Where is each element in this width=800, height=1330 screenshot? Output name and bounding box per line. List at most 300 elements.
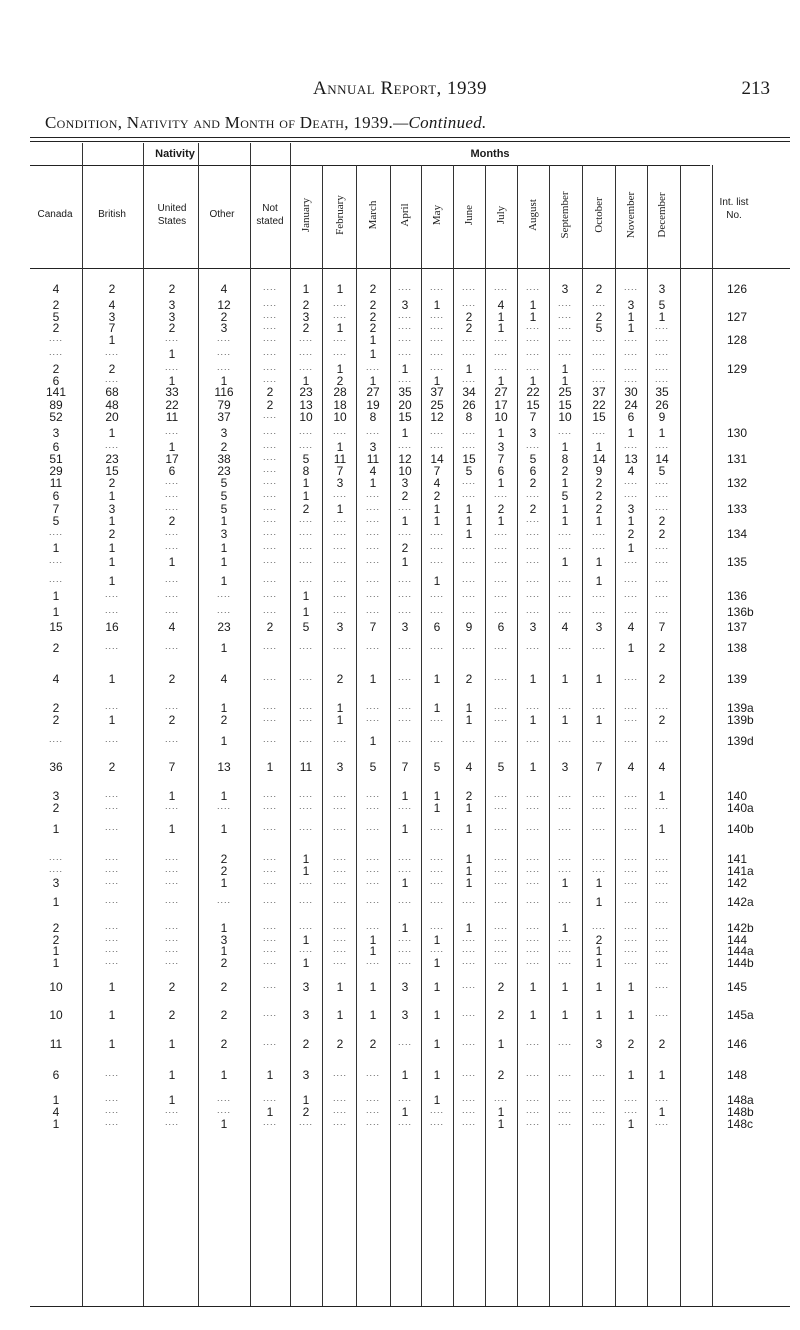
col-not-stated: Not stated (256, 203, 284, 227)
table-cell: .... (623, 956, 638, 966)
table-cell: 1 (302, 476, 310, 490)
table-cell: 1 (369, 347, 377, 361)
table-cell: 2 (52, 701, 60, 715)
table-cell: 1 (168, 374, 176, 388)
table-cell: 1 (220, 734, 228, 748)
table-cell: 1 (433, 514, 441, 528)
int-list-number: 130 (727, 426, 748, 440)
table-cell: .... (397, 589, 412, 599)
table-cell: .... (332, 555, 347, 565)
table-cell: 2 (658, 672, 666, 686)
table-cell: 2 (401, 489, 409, 503)
table-cell: 37 (592, 385, 606, 399)
table-cell: 2 (108, 362, 116, 376)
table-cell: .... (429, 822, 444, 832)
table-cell: .... (332, 574, 347, 584)
table-cell: .... (298, 921, 313, 931)
table-cell: 1 (658, 426, 666, 440)
table-cell: 1 (108, 1008, 116, 1022)
table-cell: .... (298, 555, 313, 565)
table-cell: 1 (595, 574, 603, 588)
table-cell: .... (332, 514, 347, 524)
table-cell: 2 (302, 502, 310, 516)
int-list-number: 137 (727, 620, 748, 634)
table-cell: 1 (220, 944, 228, 958)
table-cell: 3 (168, 298, 176, 312)
table-cell: 1 (220, 876, 228, 890)
table-cell: .... (298, 347, 313, 357)
table-cell: 2 (369, 282, 377, 296)
table-cell: .... (164, 933, 179, 943)
table-cell: 5 (369, 760, 377, 774)
table-cell: 15 (398, 410, 412, 424)
table-cell: .... (104, 822, 119, 832)
column-rule (198, 143, 199, 1306)
table-cell: .... (525, 801, 540, 811)
table-cell: .... (557, 589, 572, 599)
table-cell: .... (104, 605, 119, 615)
table-cell: .... (262, 956, 277, 966)
table-cell: 2 (220, 956, 228, 970)
table-cell: .... (654, 801, 669, 811)
table-cell: 2 (220, 440, 228, 454)
table-cell: 7 (433, 464, 441, 478)
table-cell: .... (461, 933, 476, 943)
table-cell: .... (654, 555, 669, 565)
table-cell: .... (623, 589, 638, 599)
table-cell: .... (623, 864, 638, 874)
table-cell: .... (332, 1117, 347, 1127)
table-cell: 7 (369, 620, 377, 634)
table-cell: .... (397, 1037, 412, 1047)
table-cell: 2 (108, 476, 116, 490)
table-cell: 2 (369, 1037, 377, 1051)
table-cell: 2 (52, 641, 60, 655)
table-cell: .... (104, 589, 119, 599)
table-cell: 6 (52, 489, 60, 503)
table-cell: 1 (108, 489, 116, 503)
table-cell: 3 (529, 620, 537, 634)
table-cell: 48 (105, 398, 119, 412)
table-cell: .... (525, 489, 540, 499)
table-cell: 1 (336, 980, 344, 994)
int-list-number: 148b (727, 1105, 754, 1119)
table-cell: 1 (433, 789, 441, 803)
table-cell: 52 (49, 410, 63, 424)
table-cell: .... (461, 1008, 476, 1018)
table-cell: .... (493, 527, 508, 537)
table-cell: .... (429, 944, 444, 954)
table-cell: 1 (561, 476, 569, 490)
table-cell: .... (397, 933, 412, 943)
table-cell: .... (397, 321, 412, 331)
table-cell: .... (623, 362, 638, 372)
table-cell: 10 (299, 410, 313, 424)
table-cell: .... (429, 321, 444, 331)
table-cell: .... (525, 541, 540, 551)
table-cell: .... (623, 921, 638, 931)
table-cell: .... (557, 541, 572, 551)
table-cell: .... (164, 801, 179, 811)
table-cell: 3 (595, 620, 603, 634)
table-cell: .... (591, 1117, 606, 1127)
table-cell: .... (164, 734, 179, 744)
table-cell: 1 (52, 1093, 60, 1107)
column-rule (143, 143, 144, 1306)
table-bottom-rule (30, 1306, 790, 1307)
table-cell: .... (493, 672, 508, 682)
table-cell: .... (298, 876, 313, 886)
table-cell: .... (461, 641, 476, 651)
table-cell: .... (654, 541, 669, 551)
table-cell: 3 (369, 440, 377, 454)
table-cell: .... (525, 701, 540, 711)
table-cell: 2 (658, 1037, 666, 1051)
table-cell: 6 (168, 464, 176, 478)
table-cell: .... (557, 298, 572, 308)
table-cell: 1 (529, 713, 537, 727)
table-cell: 3 (401, 476, 409, 490)
table-cell: 1 (220, 541, 228, 555)
table-cell: .... (429, 852, 444, 862)
table-cell: .... (461, 574, 476, 584)
table-cell: .... (298, 672, 313, 682)
int-list-number: 141 (727, 852, 748, 866)
table-cell: 1 (561, 440, 569, 454)
table-cell: .... (397, 701, 412, 711)
table-cell: 11 (299, 760, 313, 774)
table-cell: .... (298, 944, 313, 954)
table-cell: .... (397, 852, 412, 862)
table-cell: 1 (220, 1117, 228, 1131)
table-cell: 1 (220, 555, 228, 569)
table-cell: .... (493, 789, 508, 799)
table-cell: 10 (558, 410, 572, 424)
table-cell: .... (48, 347, 63, 357)
col-other: Other (209, 209, 235, 220)
table-cell: 4 (52, 672, 60, 686)
table-cell: 9 (658, 410, 666, 424)
table-cell: .... (493, 956, 508, 966)
table-cell: .... (493, 921, 508, 931)
table-cell: 7 (595, 760, 603, 774)
table-cell: 3 (302, 1068, 310, 1082)
table-cell: 11 (49, 476, 63, 490)
table-cell: 3 (52, 876, 60, 890)
table-cell: .... (623, 374, 638, 384)
table-cell: .... (365, 555, 380, 565)
table-cell: .... (104, 956, 119, 966)
table-cell: 1 (369, 1008, 377, 1022)
table-cell: 6 (497, 464, 505, 478)
table-cell: 1 (302, 933, 310, 947)
table-cell: 1 (369, 333, 377, 347)
table-cell: .... (262, 980, 277, 990)
table-cell: .... (591, 852, 606, 862)
table-cell: .... (365, 541, 380, 551)
int-list-number: 127 (727, 310, 748, 324)
table-cell: 1 (108, 1037, 116, 1051)
table-cell: .... (429, 555, 444, 565)
table-cell: .... (461, 956, 476, 966)
table-cell: .... (525, 574, 540, 584)
table-cell: .... (591, 333, 606, 343)
table-cell: 2 (497, 502, 505, 516)
table-cell: .... (525, 333, 540, 343)
table-cell: .... (654, 734, 669, 744)
table-cell: .... (216, 1105, 231, 1115)
table-cell: 5 (220, 489, 228, 503)
int-list-number: 135 (727, 555, 748, 569)
table-cell: 5 (658, 464, 666, 478)
table-cell: 1 (336, 440, 344, 454)
table-cell: .... (104, 1117, 119, 1127)
table-cell: .... (623, 822, 638, 832)
table-cell: 1 (302, 374, 310, 388)
table-cell: .... (429, 527, 444, 537)
table-cell: .... (298, 333, 313, 343)
table-cell: 35 (398, 385, 412, 399)
table-cell: .... (654, 895, 669, 905)
table-cell: 2 (658, 514, 666, 528)
table-cell: 1 (401, 555, 409, 569)
table-cell: 1 (108, 541, 116, 555)
table-cell: 79 (217, 398, 231, 412)
table-cell: 1 (627, 310, 635, 324)
table-cell: 2 (52, 321, 60, 335)
page-number: 213 (741, 78, 770, 99)
table-cell: .... (332, 1068, 347, 1078)
table-cell: .... (104, 701, 119, 711)
table-cell: 1 (465, 527, 473, 541)
table-cell: .... (525, 933, 540, 943)
table-cell: 1 (336, 701, 344, 715)
table-cell: .... (654, 1093, 669, 1103)
table-cell: 1 (108, 574, 116, 588)
table-cell: 1 (465, 864, 473, 878)
table-cell: .... (557, 801, 572, 811)
table-cell: 19 (366, 398, 380, 412)
table-cell: .... (525, 282, 540, 292)
table-cell: 2 (168, 672, 176, 686)
table-cell: .... (557, 310, 572, 320)
table-cell: 10 (398, 464, 412, 478)
table-cell: 1 (401, 1068, 409, 1082)
table-cell: .... (332, 1105, 347, 1115)
column-rule (356, 165, 357, 1306)
table-cell: 5 (220, 502, 228, 516)
table-cell: .... (262, 672, 277, 682)
table-cell: 22 (165, 398, 179, 412)
table-cell: 11 (49, 1037, 63, 1051)
table-cell: 15 (558, 398, 572, 412)
table-cell: 1 (465, 362, 473, 376)
table-cell: 2 (168, 713, 176, 727)
table-cell: .... (164, 944, 179, 954)
table-cell: 5 (302, 452, 310, 466)
table-cell: 2 (52, 713, 60, 727)
table-cell: 1 (108, 426, 116, 440)
table-cell: .... (332, 589, 347, 599)
table-cell: .... (557, 527, 572, 537)
table-cell: 2 (168, 282, 176, 296)
table-cell: 2 (168, 321, 176, 335)
table-cell: .... (493, 641, 508, 651)
table-cell: .... (654, 1117, 669, 1127)
table-cell: 14 (655, 452, 669, 466)
table-cell: .... (493, 734, 508, 744)
table-cell: .... (104, 895, 119, 905)
table-cell: .... (216, 362, 231, 372)
table-cell: 2 (465, 321, 473, 335)
int-list-number: 140a (727, 801, 754, 815)
table-cell: .... (365, 1093, 380, 1103)
table-cell: 1 (561, 555, 569, 569)
table-cell: .... (461, 333, 476, 343)
table-cell: .... (164, 852, 179, 862)
table-cell: 1 (595, 514, 603, 528)
int-list-number: 133 (727, 502, 748, 516)
table-cell: .... (429, 426, 444, 436)
table-cell: .... (298, 713, 313, 723)
table-cell: .... (262, 944, 277, 954)
table-cell: .... (493, 1093, 508, 1103)
table-cell: 1 (336, 502, 344, 516)
table-cell: .... (262, 701, 277, 711)
table-cell: 4 (658, 760, 666, 774)
month-header-november: November (625, 191, 637, 239)
table-cell: 30 (624, 385, 638, 399)
table-cell: .... (654, 701, 669, 711)
table-cell: 8 (465, 410, 473, 424)
table-cell: .... (429, 310, 444, 320)
table-cell: 1 (529, 980, 537, 994)
months-group-header: Months (470, 148, 510, 160)
int-list-number: 129 (727, 362, 748, 376)
table-cell: .... (216, 589, 231, 599)
table-cell: .... (493, 822, 508, 832)
table-cell: 4 (433, 476, 441, 490)
table-cell: 25 (558, 385, 572, 399)
table-cell: 1 (465, 502, 473, 516)
table-cell: .... (298, 440, 313, 450)
table-cell: .... (591, 801, 606, 811)
table-cell: .... (164, 1105, 179, 1115)
table-cell: .... (262, 641, 277, 651)
table-cell: .... (591, 864, 606, 874)
table-cell: .... (164, 1117, 179, 1127)
table-cell: .... (262, 589, 277, 599)
table-cell: .... (591, 298, 606, 308)
table-cell: 1 (266, 760, 274, 774)
table-cell: 2 (595, 502, 603, 516)
table-cell: .... (623, 734, 638, 744)
table-cell: 2 (168, 1008, 176, 1022)
table-cell: .... (262, 541, 277, 551)
table-cell: .... (557, 641, 572, 651)
table-cell: .... (262, 1117, 277, 1127)
table-cell: 1 (220, 574, 228, 588)
table-cell: .... (298, 541, 313, 551)
table-cell: .... (365, 1068, 380, 1078)
table-cell: 2 (595, 310, 603, 324)
int-list-number: 148 (727, 1068, 748, 1082)
table-cell: .... (525, 514, 540, 524)
table-cell: 6 (52, 374, 60, 388)
table-cell: 2 (497, 980, 505, 994)
table-cell: .... (365, 864, 380, 874)
table-cell: .... (332, 347, 347, 357)
table-cell: 3 (108, 502, 116, 516)
table-cell: .... (365, 641, 380, 651)
table-cell: .... (164, 527, 179, 537)
table-cell: 3 (561, 760, 569, 774)
table-cell: 1 (497, 1037, 505, 1051)
table-cell: .... (525, 555, 540, 565)
table-cell: .... (397, 713, 412, 723)
table-cell: 1 (108, 555, 116, 569)
table-cell: 2 (52, 362, 60, 376)
table-cell: .... (365, 589, 380, 599)
table-cell: .... (332, 864, 347, 874)
table-cell: .... (654, 921, 669, 931)
table-cell: .... (557, 333, 572, 343)
table-cell: .... (623, 1105, 638, 1115)
table-title (45, 113, 487, 133)
table-cell: 16 (105, 620, 119, 634)
table-cell: 5 (595, 321, 603, 335)
table-cell: .... (332, 605, 347, 615)
table-cell: 12 (398, 452, 412, 466)
table-cell: 2 (595, 476, 603, 490)
table-cell: 4 (465, 760, 473, 774)
int-list-number: 142a (727, 895, 754, 909)
table-cell: 1 (627, 980, 635, 994)
table-cell: .... (461, 605, 476, 615)
table-cell: .... (164, 921, 179, 931)
table-cell: 2 (627, 527, 635, 541)
table-cell: .... (493, 555, 508, 565)
table-cell: 4 (220, 672, 228, 686)
table-cell: .... (262, 410, 277, 420)
int-list-number: 131 (727, 452, 748, 466)
table-cell: .... (262, 282, 277, 292)
table-cell: 1 (168, 347, 176, 361)
table-cell: 9 (595, 464, 603, 478)
table-cell: 1 (401, 876, 409, 890)
table-cell: .... (654, 489, 669, 499)
table-cell: 6 (52, 440, 60, 454)
int-list-number: 141a (727, 864, 754, 878)
table-cell: .... (104, 347, 119, 357)
table-cell: 3 (302, 310, 310, 324)
table-cell: 1 (627, 426, 635, 440)
table-cell: .... (104, 876, 119, 886)
table-cell: 1 (401, 426, 409, 440)
table-cell: 1 (302, 864, 310, 878)
table-cell: .... (461, 734, 476, 744)
table-cell: .... (298, 789, 313, 799)
table-cell: .... (262, 464, 277, 474)
table-cell: 5 (220, 476, 228, 490)
table-top-rule-thin (30, 141, 790, 142)
table-cell: 10 (49, 1008, 63, 1022)
column-rule (250, 143, 251, 1306)
table-cell: 1 (433, 672, 441, 686)
table-cell: .... (591, 641, 606, 651)
table-cell: .... (262, 310, 277, 320)
table-cell: 23 (217, 464, 231, 478)
